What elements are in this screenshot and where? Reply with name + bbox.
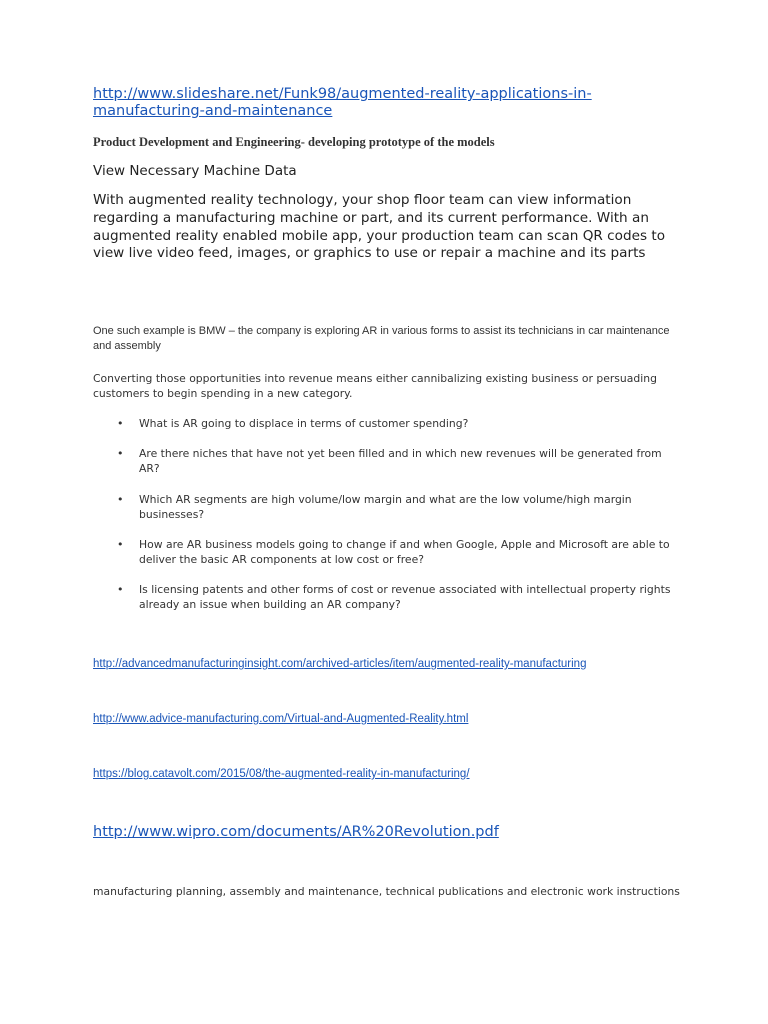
bullet-icon: • [117,538,124,551]
subheading: Product Development and Engineering- developing prototype of the models [93,135,495,149]
slideshare-link[interactable]: http://www.slideshare.net/Funk98/augmented-reality-applications-in-manufacturing-and-maintenance [93,86,592,119]
question-text: How are AR business models going to change if and when Google, Apple and Microsoft are able to deliver the basic AR components at low cost or free? [139,538,670,566]
question-text: Are there niches that have not yet been filled and in which new revenues will be generated from AR? [139,447,662,475]
bullet-icon: • [117,447,124,460]
bmw-paragraph: One such example is BMW – the company is exploring AR in various forms to assist its technicians in car maintenance and assembly [93,325,670,352]
lead-paragraph: With augmented reality technology, your shop floor team can view information regarding a manufacturing machine or part, and its current performance. With an augmented reality enabled mobile app, your production team can scan QR codes to view live video feed, images, or graphics to use or repair a machine and its parts [93,192,666,262]
bullet-icon: • [117,417,124,430]
question-text: Which AR segments are high volume/low margin and what are the low volume/high margin businesses? [139,493,632,521]
bullet-icon: • [117,583,124,596]
advice-manufacturing-link[interactable]: http://www.advice-manufacturing.com/Virtual-and-Augmented-Reality.html [93,713,469,725]
bullet-icon: • [117,493,124,506]
question-text: Is licensing patents and other forms of cost or revenue associated with intellectual property rights already an issue when building an AR company? [139,583,671,611]
closing-paragraph: manufacturing planning, assembly and maintenance, technical publications and electronic work instructions [93,885,680,898]
revenue-paragraph: Converting those opportunities into revenue means either cannibalizing existing business or persuading customers to begin spending in a new category. [93,372,657,400]
advanced-manufacturing-link[interactable]: http://advancedmanufacturinginsight.com/archived-articles/item/augmented-reality-manufacturing [93,658,587,670]
question-text: What is AR going to displace in terms of customer spending? [139,417,469,430]
wipro-link[interactable]: http://www.wipro.com/documents/AR%20Revolution.pdf [93,824,499,840]
catavolt-link[interactable]: https://blog.catavolt.com/2015/08/the-augmented-reality-in-manufacturing/ [93,768,470,780]
section-title: View Necessary Machine Data [93,163,297,179]
